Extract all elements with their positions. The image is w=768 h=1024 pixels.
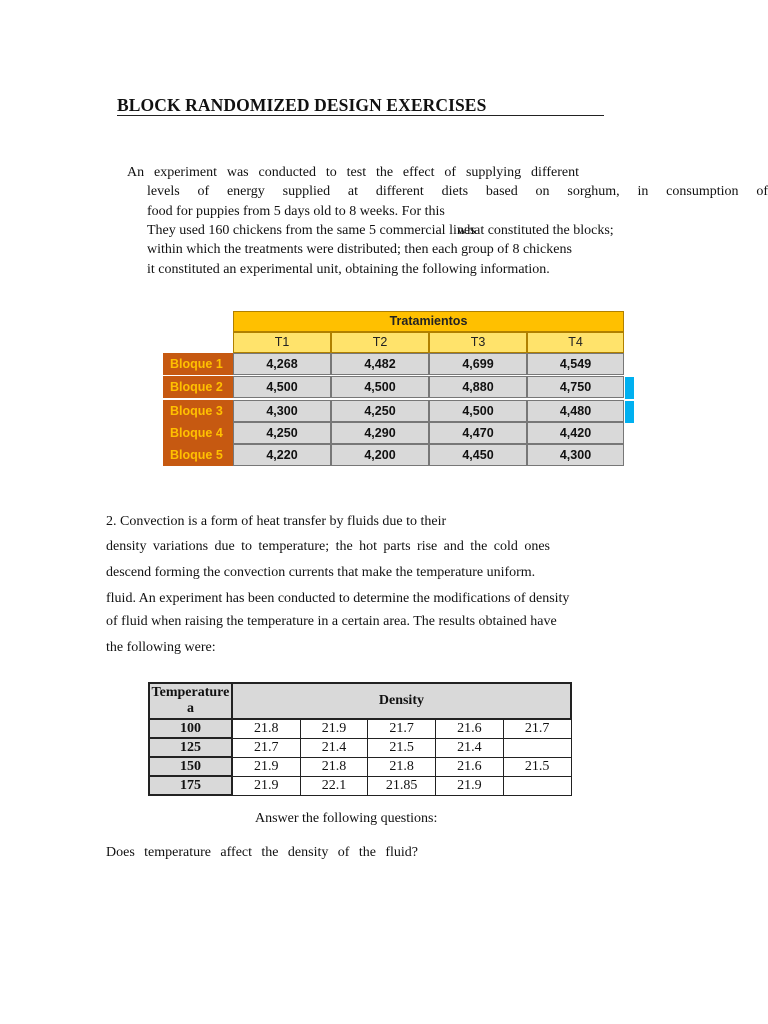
table-row bbox=[149, 757, 571, 776]
table1-cell: 4,300 bbox=[233, 400, 331, 422]
table1-cell: 4,220 bbox=[233, 444, 331, 466]
paragraph2-line: of fluid when raising the temperature in a certain area. The results obtained have bbox=[106, 614, 557, 629]
table1-cell: 4,268 bbox=[233, 353, 331, 375]
density-table bbox=[148, 682, 572, 796]
table1-cell: 4,500 bbox=[233, 376, 331, 398]
table1-column-header: T2 bbox=[331, 332, 429, 353]
table1-row-label: Bloque 5 bbox=[163, 444, 233, 466]
table1-cell: 4,200 bbox=[331, 444, 429, 466]
paragraph1-line: it constituted an experimental unit, obtaining the following information. bbox=[147, 262, 550, 277]
density-cell bbox=[503, 738, 571, 757]
table1-cell: 4,450 bbox=[429, 444, 527, 466]
paragraph2-line: descend forming the convection currents that make the temperature uniform. bbox=[106, 565, 536, 580]
table1-column-header: T3 bbox=[429, 332, 527, 353]
paragraph1-line: food for puppies from 5 days old to 8 weeks. For this bbox=[147, 204, 445, 219]
table1-cell: 4,470 bbox=[429, 422, 527, 444]
density-cell: 21.9 bbox=[300, 719, 368, 738]
density-cell: 21.9 bbox=[232, 757, 300, 776]
paragraph1-overlap-text: what constituted the blocks; bbox=[457, 223, 614, 238]
density-cell: 21.9 bbox=[436, 776, 504, 795]
density-cell: 21.85 bbox=[368, 776, 436, 795]
table-row bbox=[149, 738, 571, 757]
accent-bar bbox=[625, 401, 634, 423]
temperature-header: Temperature a bbox=[149, 683, 232, 719]
density-cell: 22.1 bbox=[300, 776, 368, 795]
table1-row-label: Bloque 1 bbox=[163, 353, 233, 375]
table1-row-label: Bloque 2 bbox=[163, 376, 233, 398]
density-cell: 21.5 bbox=[503, 757, 571, 776]
table1-cell: 4,250 bbox=[233, 422, 331, 444]
density-cell: 21.9 bbox=[232, 776, 300, 795]
table1-cell: 4,549 bbox=[527, 353, 624, 375]
table-row bbox=[149, 776, 571, 795]
table1-column-header: T1 bbox=[233, 332, 331, 353]
density-cell: 21.6 bbox=[436, 719, 504, 738]
density-header: Density bbox=[232, 683, 571, 719]
paragraph2-line: fluid. An experiment has been conducted to determine the modifications of density bbox=[106, 591, 570, 606]
paragraph2-line: density variations due to temperature; the hot parts rise and the cold ones bbox=[106, 539, 550, 554]
temperature-cell: 175 bbox=[149, 776, 232, 795]
answer-prompt: Answer the following questions: bbox=[255, 811, 438, 826]
density-cell: 21.4 bbox=[436, 738, 504, 757]
table1-row-label: Bloque 4 bbox=[163, 422, 233, 444]
table1-cell: 4,420 bbox=[527, 422, 624, 444]
page-title: BLOCK RANDOMIZED DESIGN EXERCISES bbox=[117, 95, 487, 115]
table1-cell: 4,480 bbox=[527, 400, 624, 422]
density-cell: 21.8 bbox=[232, 719, 300, 738]
paragraph2-line: the following were: bbox=[106, 640, 216, 655]
table1-row-label: Bloque 3 bbox=[163, 400, 233, 422]
density-cell: 21.6 bbox=[436, 757, 504, 776]
paragraph1-line: levels of energy supplied at different diets based on sorghum, in consumption of bbox=[147, 184, 768, 199]
density-cell: 21.5 bbox=[368, 738, 436, 757]
table1-cell: 4,482 bbox=[331, 353, 429, 375]
question-text: Does temperature affect the density of the fluid? bbox=[106, 845, 418, 860]
title-underline bbox=[117, 115, 604, 116]
density-cell: 21.7 bbox=[232, 738, 300, 757]
table1-cell: 4,500 bbox=[331, 376, 429, 398]
density-cell: 21.8 bbox=[368, 757, 436, 776]
density-cell bbox=[503, 776, 571, 795]
table1-column-header: T4 bbox=[527, 332, 624, 353]
table1-header: Tratamientos bbox=[233, 311, 624, 332]
paragraph2-line: 2. Convection is a form of heat transfer by fluids due to their bbox=[106, 514, 447, 529]
density-cell: 21.4 bbox=[300, 738, 368, 757]
accent-bar bbox=[625, 377, 634, 399]
table1-cell: 4,750 bbox=[527, 376, 624, 398]
temperature-cell: 150 bbox=[149, 757, 232, 776]
temperature-cell: 100 bbox=[149, 719, 232, 738]
density-cell: 21.7 bbox=[368, 719, 436, 738]
table1-cell: 4,500 bbox=[429, 400, 527, 422]
density-cell: 21.7 bbox=[503, 719, 571, 738]
table-row bbox=[149, 719, 571, 738]
paragraph1-line: They used 160 chickens from the same 5 commercial lines bbox=[147, 223, 476, 238]
temperature-cell: 125 bbox=[149, 738, 232, 757]
density-cell: 21.8 bbox=[300, 757, 368, 776]
table1-cell: 4,250 bbox=[331, 400, 429, 422]
table1-cell: 4,290 bbox=[331, 422, 429, 444]
table1-cell: 4,880 bbox=[429, 376, 527, 398]
paragraph1-line: within which the treatments were distributed; then each group of 8 chickens bbox=[147, 242, 572, 257]
table1-cell: 4,300 bbox=[527, 444, 624, 466]
paragraph1-line: An experiment was conducted to test the effect of supplying different bbox=[127, 165, 579, 180]
table1-cell: 4,699 bbox=[429, 353, 527, 375]
